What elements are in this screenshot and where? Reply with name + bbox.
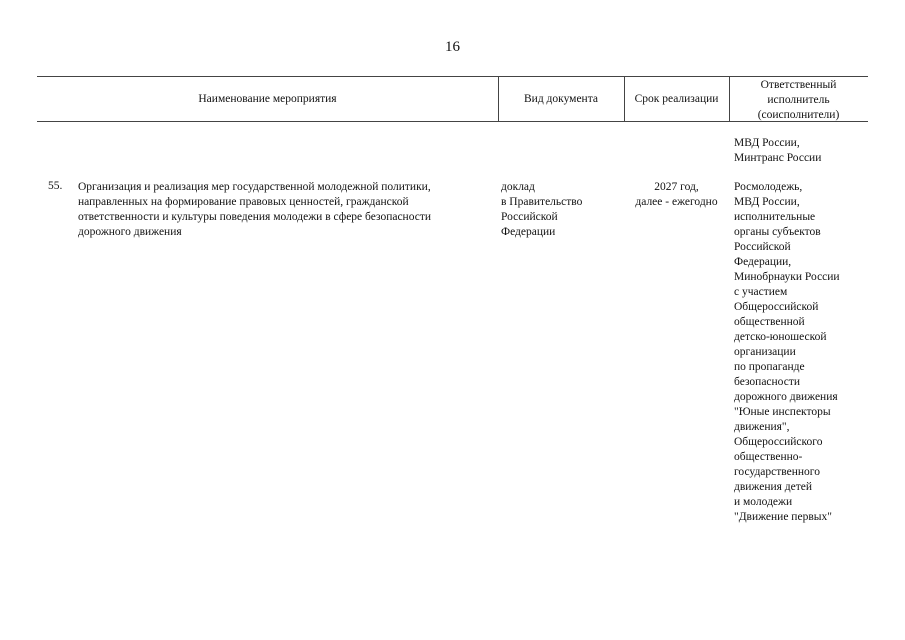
- header-deadline: Срок реализации: [634, 93, 719, 105]
- header-responsible: Ответственный исполнитель (соисполнители): [757, 79, 840, 121]
- row-name: Организация и реализация мер государственной молодежной политики, направленных на формирование правовых ценностей, гражданской ответственности и культуры поведения молодежи в сфере безопасности дорожного движения: [78, 181, 432, 238]
- continuation-responsible: МВД России, Минтранс России: [734, 137, 822, 164]
- row-responsible: Росмолодежь, МВД России, исполнительные органы субъектов Российской Федерации, Минобрнауки России с участием Общероссийской общественной детско-юношеской организации по пропаганде безопасности дорожного движения "Юные инспекторы движения", Общероссийского общественно- государственного движения детей и молодежи "Движение первых": [734, 181, 840, 523]
- page-number: 16: [445, 39, 460, 55]
- header-name: Наименование мероприятия: [198, 93, 337, 105]
- row-number: 55.: [48, 180, 63, 192]
- row-deadline: 2027 год, далее - ежегодно: [635, 181, 718, 208]
- table-top-rule: [37, 76, 868, 77]
- row-doc-type: доклад в Правительство Российской Федерации: [501, 181, 583, 238]
- header-doc-type: Вид документа: [524, 93, 598, 105]
